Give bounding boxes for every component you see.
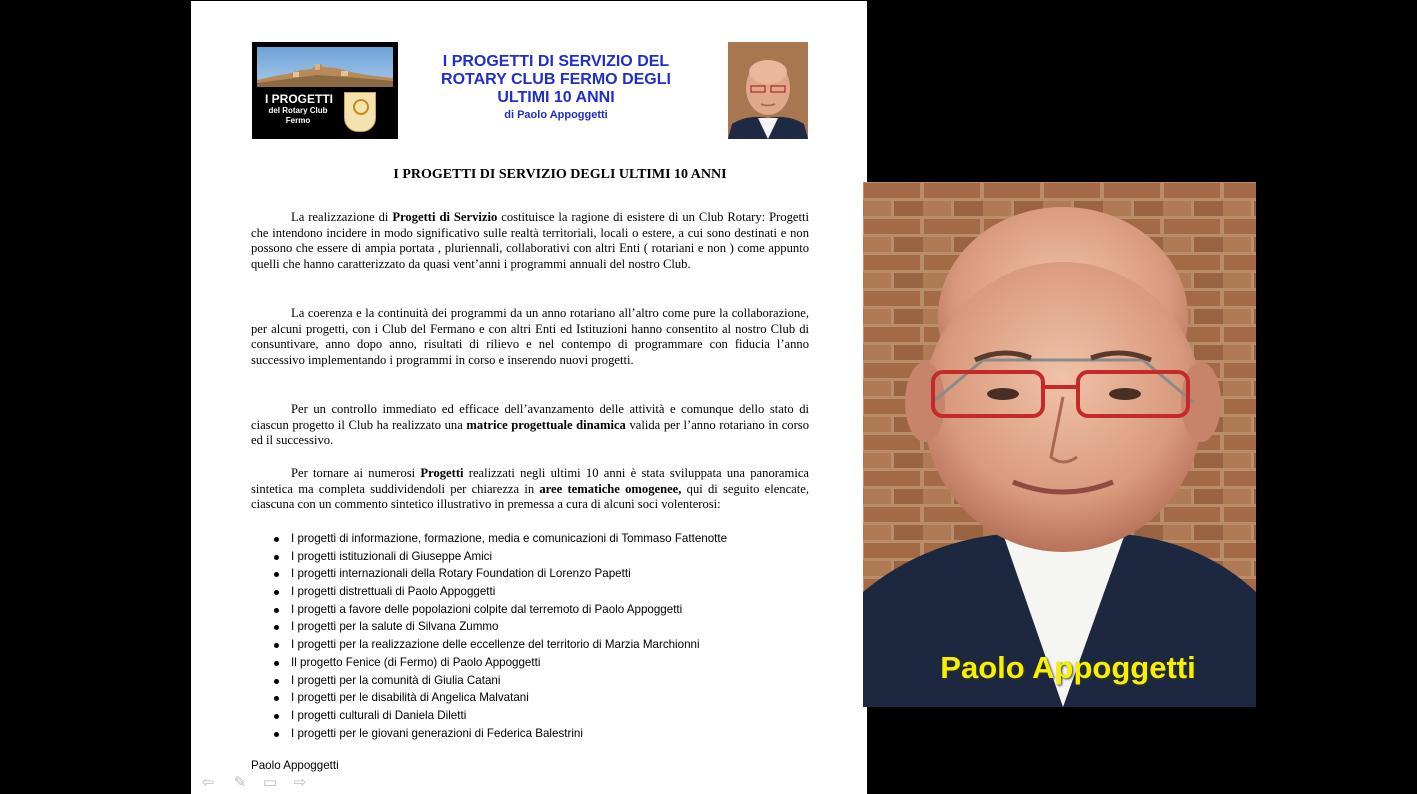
- signature: Paolo Appoggetti: [251, 759, 339, 772]
- list-item: I progetti per le disabilità di Angelica Malvatani: [274, 689, 727, 707]
- list-item: I progetti istituzionali di Giuseppe Amici: [274, 548, 727, 566]
- paragraph-1-start: La realizzazione di: [291, 210, 393, 224]
- list-item: I progetti per la salute di Silvana Zummo: [274, 618, 727, 636]
- list-item: I progetti a favore delle popolazioni colpite dal terremoto di Paolo Appoggetti: [274, 601, 727, 619]
- list-item: I progetti per le giovani generazioni di Federica Balestrini: [274, 725, 727, 743]
- pen-icon[interactable]: ✎: [233, 773, 247, 791]
- paragraph-2: [251, 306, 809, 368]
- paragraph-4-middle: realizzati negli ultimi 10 anni è stata sviluppata una panoramica sintetica ma completa suddividendoli per chiarezza in: [251, 466, 809, 496]
- paragraph-2-text: La coerenza e la continuità dei programmi da un anno rotariano all’altro come pure la collaborazione, per alcuni progetti, con i Club del Fermano e con altri Enti ed Istituzioni hanno consentito al nostro Club di consuntivare, anno dopo anno, risultati di rilievo e nel contempo di programmare con fiducia l’anno successivo implementando i programmi in corso e inserendo nuovi progetti.: [251, 306, 809, 367]
- project-areas-list: [274, 530, 727, 742]
- author-portrait-photo: [863, 182, 1256, 707]
- rotary-projects-logo: [252, 42, 398, 139]
- paragraph-3: [251, 402, 809, 449]
- arrow-left-icon[interactable]: ⇦: [201, 773, 215, 791]
- paragraph-4-bold-2: aree tematiche omogenee,: [539, 481, 682, 496]
- paragraph-1: [251, 210, 809, 272]
- document-page: [191, 1, 867, 794]
- author-thumbnail-photo: [728, 42, 808, 139]
- town-hill-image: [257, 64, 393, 87]
- list-item: I progetti culturali di Daniela Diletti: [274, 707, 727, 725]
- paragraph-3-bold: matrice progettuale dinamica: [466, 417, 626, 432]
- paragraph-3-start: Per un controllo immediato ed efficace dell’avanzamento delle attività e comunque dello stato di ciascun progetto il Club ha realizzato una: [251, 402, 809, 432]
- document-title: I PROGETTI DI SERVIZIO DEGLI ULTIMI 10 ANNI: [393, 167, 727, 182]
- paragraph-4-start: Per tornare ai numerosi: [291, 466, 421, 480]
- paragraph-4-end: qui di seguito elencate, ciascuna con un commento sintetico illustrativo in premessa a cura di alcuni soci volenterosi:: [251, 481, 809, 512]
- slide-menu-icon[interactable]: ▭: [262, 773, 278, 791]
- arrow-right-icon[interactable]: ⇨: [293, 773, 307, 791]
- list-item: I progetti internazionali della Rotary Foundation di Lorenzo Papetti: [274, 565, 727, 583]
- header-title: I PROGETTI DI SERVIZIO DEL ROTARY CLUB FERMO DEGLI ULTIMI 10 ANNI: [441, 53, 671, 106]
- paragraph-4-bold-1: Progetti: [420, 466, 464, 480]
- list-item: I progetti di informazione, formazione, media e comunicazioni di Tommaso Fattenotte: [274, 530, 727, 548]
- paragraph-1-end: costituisce la ragione di esistere di un Club Rotary: Progetti che intendono incidere in modo significativo sulle realtà territoriali, locali o estere, a cui sono destinati e non possono che essere di ampia portata , pluriennali, collaborativi con altri Enti ( rotariani e non ) come appunto quelli che hanno caratterizzato da quasi vent’anni i programmi annuali del nostro Club.: [251, 210, 810, 271]
- paragraph-1-bold: Progetti di Servizio: [392, 210, 498, 224]
- list-item: I progetti per la comunità di Giulia Catani: [274, 672, 727, 690]
- list-item: Il progetto Fenice (di Fermo) di Paolo Appoggetti: [274, 654, 727, 672]
- list-item: I progetti per la realizzazione delle eccellenze del territorio di Marzia Marchionni: [274, 636, 727, 654]
- paragraph-3-end: valida per l’anno rotariano in corso ed il successivo.: [251, 417, 809, 448]
- portrait-caption: Paolo Appoggetti: [940, 650, 1196, 685]
- logo-title: I PROGETTI: [265, 92, 334, 106]
- header-byline: di Paolo Appoggetti: [504, 109, 608, 121]
- list-item: I progetti distrettuali di Paolo Appoggetti: [274, 583, 727, 601]
- paragraph-4: [251, 466, 809, 513]
- logo-subtitle: del Rotary Club Fermo: [268, 106, 328, 125]
- rotary-emblem-icon: [344, 92, 376, 132]
- portrait-drawing: [863, 182, 1256, 707]
- author-thumbnail-drawing: [728, 42, 808, 139]
